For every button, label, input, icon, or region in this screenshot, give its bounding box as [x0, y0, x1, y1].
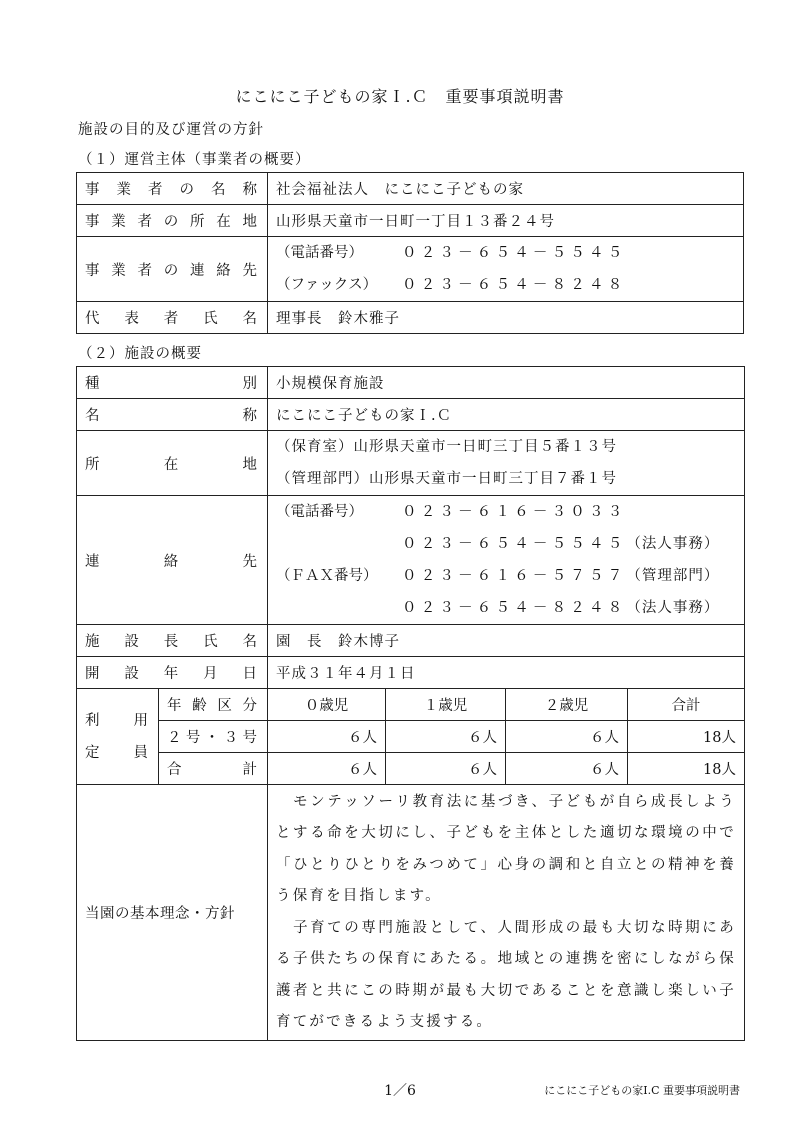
operator-name-label: 事業者の名称 — [77, 173, 268, 205]
facility-contact-value — [268, 496, 745, 625]
facility-location-label: 所在地 — [77, 431, 268, 496]
operator-fax-line — [276, 269, 735, 301]
operator-tel-line — [276, 237, 735, 269]
facility-opened-value: 平成３１年４月１日 — [268, 657, 745, 689]
contact-line-label — [276, 528, 402, 560]
capacity-cell: ６人 — [268, 753, 386, 785]
facility-type-label: 種別 — [77, 367, 268, 399]
capacity-col-header: ０歳児 — [268, 689, 386, 721]
operator-table — [76, 172, 744, 334]
contact-line-label: （電話番号） — [276, 504, 363, 520]
facility-opened-row — [77, 657, 745, 689]
policy-paragraph — [276, 913, 736, 1039]
capacity-header-row — [77, 689, 745, 721]
capacity-cell: 18人 — [628, 721, 745, 753]
capacity-col-header: １歳児 — [386, 689, 506, 721]
contact-line-number: ０２３－６１６－５７５７ — [402, 568, 627, 584]
purpose-heading: 施設の目的及び運営の方針 — [78, 122, 264, 138]
contact-line-note: （法人事務） — [626, 600, 720, 616]
location-line-nursery: （保育室）山形県天童市一日町三丁目５番１３号 — [276, 439, 617, 455]
capacity-row — [77, 753, 745, 785]
operator-rep-value: 理事長 鈴木雅子 — [268, 302, 744, 334]
contact-line-label — [276, 592, 402, 624]
section1-heading: （１）運営主体（事業者の概要） — [78, 152, 311, 168]
capacity-row-label: 合計 — [159, 753, 268, 785]
capacity-label — [77, 689, 159, 785]
capacity-age-header: 年齢区分 — [159, 689, 268, 721]
capacity-row-label: ２号・３号 — [159, 721, 268, 753]
section2-heading: （２）施設の概要 — [78, 346, 202, 362]
policy-paragraph — [276, 787, 736, 913]
operator-tel-number: ０２３－６５４－５５４５ — [402, 245, 627, 261]
operator-fax-number: ０２３－６５４－８２４８ — [402, 277, 627, 293]
operator-rep-label: 代表者氏名 — [77, 302, 268, 334]
facility-contact-row — [77, 496, 745, 625]
capacity-label-bottom: 定 員 — [85, 744, 150, 761]
capacity-label-top: 利 用 — [85, 712, 150, 729]
contact-line-number: ０２３－６１６－３０３３ — [402, 504, 627, 520]
facility-opened-label: 開設年月日 — [77, 657, 268, 689]
operator-contact-row — [77, 237, 744, 302]
page-number: 1／6 — [384, 1083, 416, 1099]
contact-line-number: ０２３－６５４－５５４５ — [402, 536, 627, 552]
capacity-cell: ６人 — [506, 753, 628, 785]
capacity-cell: ６人 — [386, 753, 506, 785]
facility-name-label: 名称 — [77, 399, 268, 431]
facility-type-value: 小規模保育施設 — [268, 367, 745, 399]
document-title: にこにこ子どもの家Ｉ.Ｃ 重要事項説明書 — [235, 87, 565, 106]
policy-text — [268, 785, 745, 1041]
capacity-col-header: 合計 — [628, 689, 745, 721]
policy-row — [77, 785, 745, 1041]
facility-contact-label: 連絡先 — [77, 496, 268, 625]
location-line-admin: （管理部門）山形県天童市一日町三丁目７番１号 — [276, 471, 617, 487]
facility-table — [76, 366, 745, 1041]
operator-fax-label: （ファックス） — [276, 277, 378, 293]
operator-name-row — [77, 173, 744, 205]
facility-director-row — [77, 625, 745, 657]
facility-director-value: 園 長 鈴木博子 — [268, 625, 745, 657]
contact-line-note: （法人事務） — [626, 536, 720, 552]
capacity-col-header: ２歳児 — [506, 689, 628, 721]
contact-line — [276, 496, 736, 528]
capacity-cell: ６人 — [386, 721, 506, 753]
facility-type-row — [77, 367, 745, 399]
operator-name-value: 社会福祉法人 にこにこ子どもの家 — [268, 173, 744, 205]
operator-contact-label: 事業者の連絡先 — [77, 237, 268, 302]
contact-line — [276, 592, 736, 624]
operator-address-row — [77, 205, 744, 237]
operator-rep-row — [77, 302, 744, 334]
capacity-cell: 18人 — [628, 753, 745, 785]
footer-document-name: にこにこ子どもの家I.C 重要事項説明書 — [544, 1084, 740, 1097]
capacity-cell: ６人 — [268, 721, 386, 753]
operator-tel-label: （電話番号） — [276, 245, 363, 261]
operator-contact-value — [268, 237, 744, 302]
capacity-cell: ６人 — [506, 721, 628, 753]
operator-address-label: 事業者の所在地 — [77, 205, 268, 237]
capacity-row — [77, 721, 745, 753]
facility-director-label: 施設長氏名 — [77, 625, 268, 657]
contact-line — [276, 528, 736, 560]
contact-line-note: （管理部門） — [626, 568, 720, 584]
facility-location-value — [268, 431, 745, 496]
contact-line — [276, 560, 736, 592]
facility-location-row — [77, 431, 745, 496]
policy-paragraph-text: モンテッソーリ教育法に基づき、子どもが自ら成長しようとする命を大切にし、子どもを主体とした適切な環境の中で「ひとりひとりをみつめて」心身の調和と自立との精神を養う保育を目指します。 — [276, 793, 736, 904]
policy-label: 当園の基本理念・方針 — [77, 785, 268, 1041]
facility-name-value: にこにこ子どもの家Ｉ.Ｃ — [268, 399, 745, 431]
contact-line-number: ０２３－６５４－８２４８ — [402, 600, 627, 616]
contact-line-label: （ＦＡＸ番号） — [276, 568, 378, 584]
policy-paragraph-text: 子育ての専門施設として、人間形成の最も大切な時期にある子供たちの保育にあたる。地域との連携を密にしながら保護者と共にこの時期が最も大切であることを意識し楽しい子育てができるよう支援する。 — [276, 919, 736, 1030]
operator-address-value: 山形県天童市一日町一丁目１３番２４号 — [268, 205, 744, 237]
facility-name-row — [77, 399, 745, 431]
